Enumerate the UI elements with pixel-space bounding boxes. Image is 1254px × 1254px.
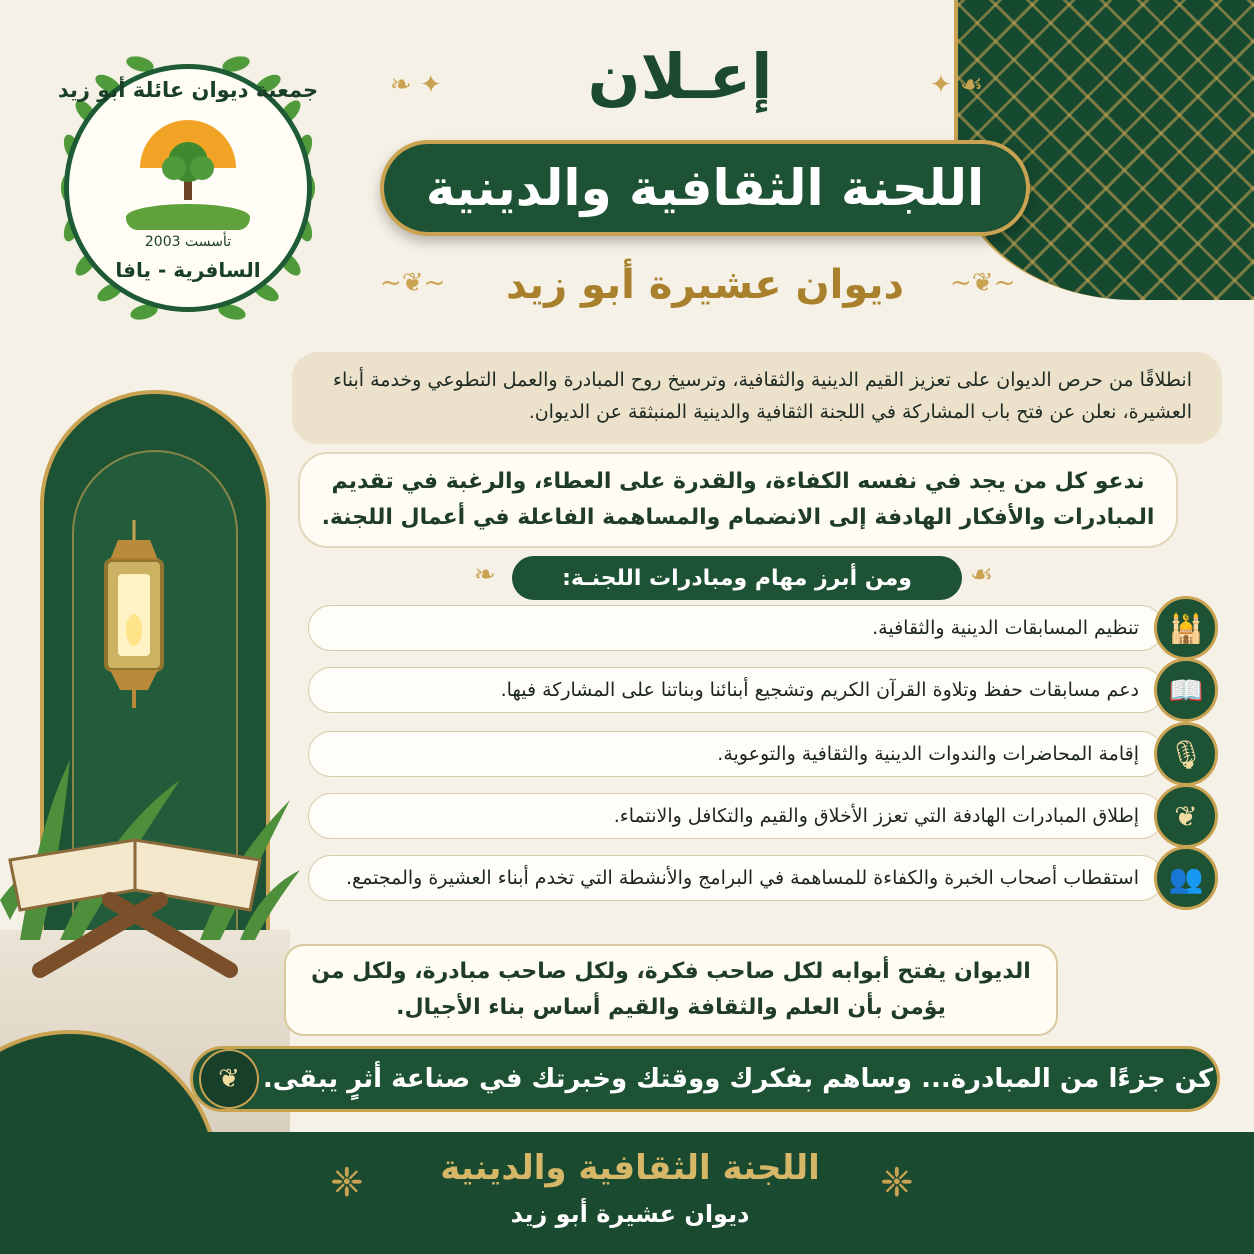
sprout-icon: ❦ xyxy=(199,1049,259,1109)
task-text: إطلاق المبادرات الهادفة التي تعزز الأخلاق والقيم والتكافل والانتماء. xyxy=(308,793,1164,839)
tasks-header: ومن أبرز مهام ومبادرات اللجنـة: xyxy=(512,556,962,600)
task-item xyxy=(308,596,1218,660)
mosque-icon: 🕌 xyxy=(1154,596,1218,660)
committee-title-banner: اللجنة الثقافية والدينية xyxy=(380,140,1030,236)
flourish-tasks-right-icon: ☙ xyxy=(970,560,994,590)
footer-title: اللجنة الثقافية والدينية xyxy=(440,1148,820,1188)
task-text: إقامة المحاضرات والندوات الدينية والثقافية والتوعوية. xyxy=(308,731,1164,777)
task-text: تنظيم المسابقات الدينية والثقافية. xyxy=(308,605,1164,651)
footer-ornament-right-icon: ❈ xyxy=(880,1160,914,1206)
diwan-subtitle: ديوان عشيرة أبو زيد xyxy=(505,262,905,308)
people-icon: 👥 xyxy=(1154,846,1218,910)
association-logo xyxy=(28,28,348,348)
flourish-tasks-left-icon: ❧ xyxy=(474,560,496,590)
closing-paragraph: الديوان يفتح أبوابه لكل صاحب فكرة، ولكل صاحب مبادرة، ولكل من يؤمن بأن العلم والثقافة والقيم أساس بناء الأجيال. xyxy=(284,944,1058,1036)
intro-paragraph: انطلاقًا من حرص الديوان على تعزيز القيم الدينية والثقافية، وترسيخ روح المبادرة والعمل التطوعي وخدمة أبناء العشيرة، نعلن عن فتح باب المشاركة في اللجنة الثقافية والدينية المنبثقة عن الديوان. xyxy=(292,352,1222,444)
flourish-left-icon: ❧ ✦ xyxy=(390,70,442,100)
quran-icon: 📖 xyxy=(1154,658,1218,722)
logo-place: السافرية - يافا xyxy=(115,258,261,282)
invitation-paragraph: ندعو كل من يجد في نفسه الكفاءة، والقدرة على العطاء، والرغبة في تقديم المبادرات والأفكار الهادفة إلى الانضمام والمساهمة الفاعلة في أعمال اللجنة. xyxy=(298,452,1178,548)
logo-year: تأسست 2003 xyxy=(144,234,232,250)
call-to-action-text: كن جزءًا من المبادرة... وساهم بفكرك ووقتك وخبرتك في صناعة أثرٍ يبقى. xyxy=(262,1064,1214,1094)
footer-subtitle: ديوان عشيرة أبو زيد xyxy=(510,1200,750,1228)
logo-association-name: جمعية ديوان عائلة أبو زيد xyxy=(57,78,319,102)
lantern-icon xyxy=(88,520,180,710)
task-item xyxy=(308,784,1218,848)
task-item xyxy=(308,846,1218,910)
flourish-left-2-icon: ~❦~ xyxy=(380,268,446,298)
quran-stand-icon xyxy=(0,800,270,980)
footer-ornament-left-icon: ❈ xyxy=(330,1160,364,1206)
flourish-right-2-icon: ~❦~ xyxy=(950,268,1016,298)
task-text: استقطاب أصحاب الخبرة والكفاءة للمساهمة في البرامج والأنشطة التي تخدم أبناء العشيرة والمجتمع. xyxy=(308,855,1164,901)
announcement-title: إعـلان xyxy=(587,40,773,113)
tree-icon xyxy=(160,140,216,202)
ground-icon xyxy=(126,204,250,230)
sprout-icon: ❦ xyxy=(1154,784,1218,848)
call-to-action-banner xyxy=(190,1046,1220,1112)
flourish-right-icon: ✦ ☙ xyxy=(930,70,984,100)
task-item xyxy=(308,658,1218,722)
microphone-icon: 🎙 xyxy=(1154,722,1218,786)
task-text: دعم مسابقات حفظ وتلاوة القرآن الكريم وتشجيع أبنائنا وبناتنا على المشاركة فيها. xyxy=(308,667,1164,713)
task-item xyxy=(308,722,1218,786)
